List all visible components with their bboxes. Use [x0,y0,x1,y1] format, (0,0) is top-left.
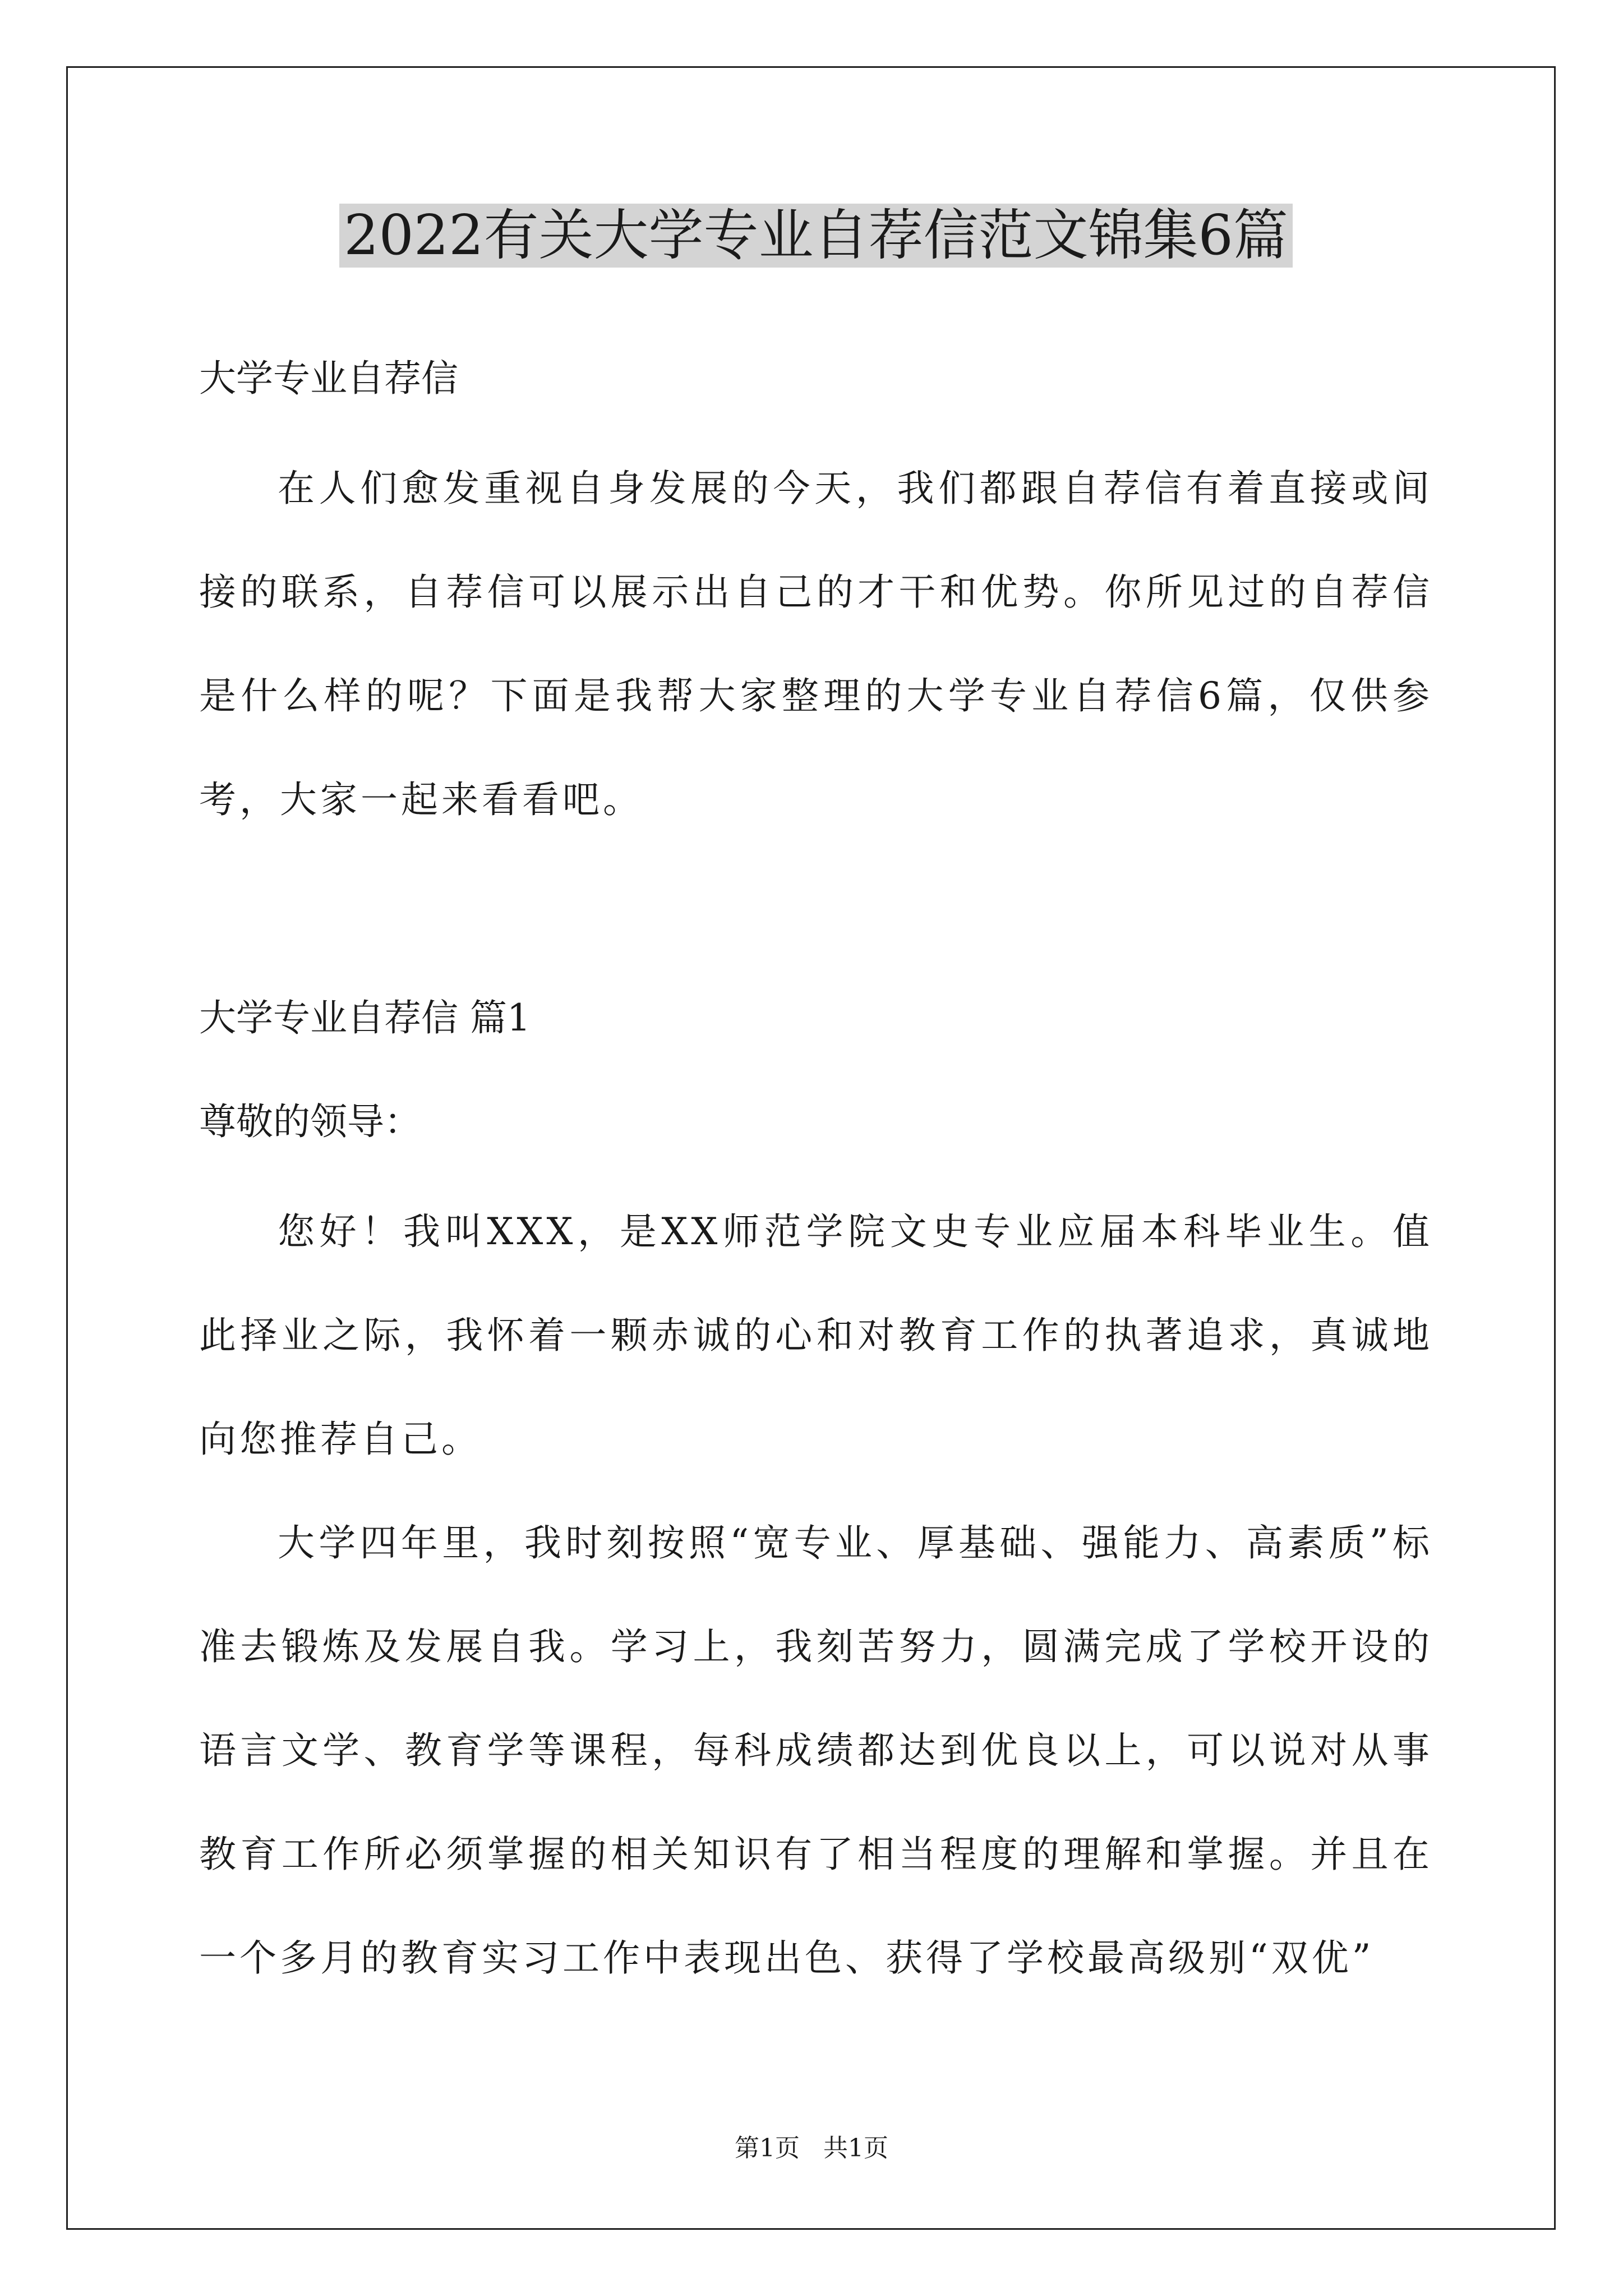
body-paragraph-1: 您好！我叫XXX，是XX师范学院文史专业应届本科毕业生。值此择业之际，我怀着一颗赤诚的心和对教育工作的执著追求，真诚地向您推荐自己。 [199,1210,1433,1461]
document-title: 2022有关大学专业自荐信范文锦集6篇 [199,194,1433,278]
intro-heading: 大学专业自荐信 [199,357,458,400]
salutation: 尊敬的领导： [199,1100,421,1143]
intro-paragraph: 在人们愈发重视自身发展的今天，我们都跟自荐信有着直接或间接的联系，自荐信可以展示出自己的才干和优势。你所见过的自荐信是什么样的呢？下面是我帮大家整理的大学专业自荐信6篇，仅供参考，大家一起来看看吧。 [199,467,1433,821]
section-heading: 大学专业自荐信 篇1 [199,996,531,1039]
page-footer [0,2132,1623,2165]
body-paragraph-2: 大学四年里，我时刻按照“宽专业、厚基础、强能力、高素质”标准去锻炼及发展自我。学习上，我刻苦努力，圆满完成了学校开设的语言文学、教育学等课程，每科成绩都达到优良以上，可以说对从事教育工作所必须掌握的相关知识有了相当程度的理解和掌握。并且在一个多月的教育实习工作中表现出色、获得了学校最高级别“双优” [199,1521,1433,1980]
page-number: 第1页 [735,2134,800,2162]
page-total: 共1页 [823,2134,888,2162]
